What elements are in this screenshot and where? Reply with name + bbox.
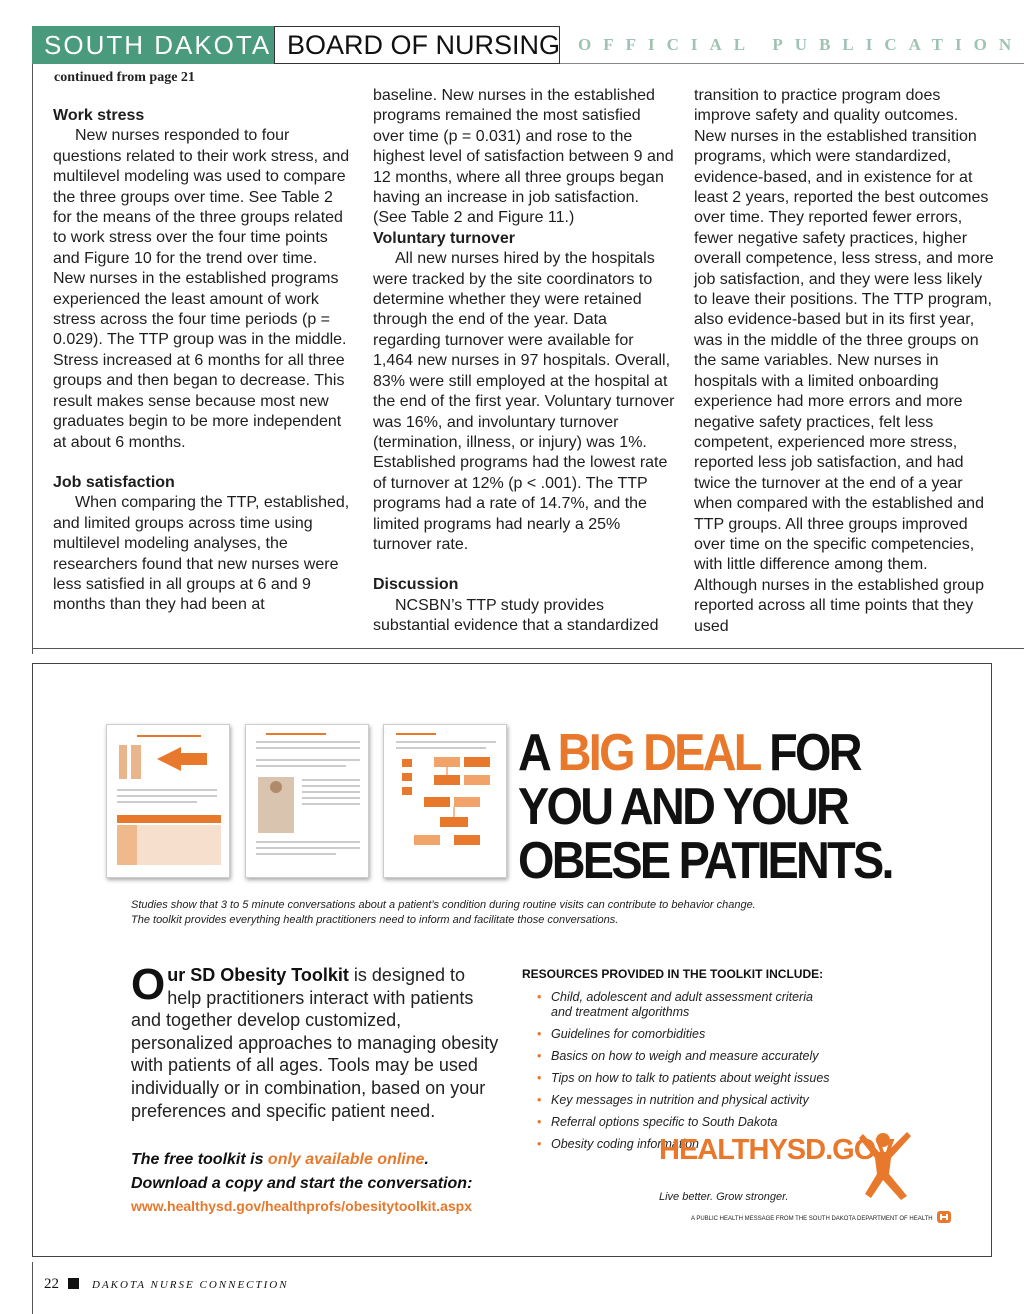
toolkit-url-link[interactable]: www.healthysd.gov/healthprofs/obesitytoolkit.aspx: [131, 1198, 472, 1214]
magazine-title: DAKOTA NURSE CONNECTION: [92, 1279, 289, 1291]
paragraph: New nurses responded to four questions related to their work stress, and multilevel modeling was used to compare the three groups over time. See Table 2 for the means of the three groups related to work stress over the four time points and Figure 10 for the trend over time. New nurses in the established programs experienced the least amount of work stress across the four time periods (p = 0.029). The TTP group was in the middle. Stress increased at 6 months for all three groups and then began to decrease. This result makes sense because most new graduates begin to be more independent at about 6 months.: [53, 127, 350, 451]
list-item: • Guidelines for comorbidities: [537, 1027, 706, 1041]
ad-call-to-action: The free toolkit is only available online. Download a copy and start the conversation:: [131, 1151, 473, 1192]
advertisement: [32, 663, 992, 1257]
masthead: [32, 24, 1024, 64]
drop-cap: O: [131, 960, 166, 1009]
state-label: SOUTH DAKOTA: [32, 26, 274, 64]
psa-note: A PUBLIC HEALTH MESSAGE FROM THE SOUTH DAKOTA DEPARTMENT OF HEALTH: [691, 1211, 951, 1223]
heading-job-satisfaction: Job satisfaction: [53, 473, 175, 491]
toolkit-page-thumbnail: [106, 724, 230, 878]
page-footer: [44, 1276, 289, 1293]
list-item: • Basics on how to weigh and measure accurately: [537, 1049, 819, 1063]
square-bullet-icon: [68, 1278, 79, 1289]
ad-headline: A BIG DEAL FOR YOU AND YOUR OBESE PATIENTS.: [518, 724, 892, 890]
paragraph: baseline. New nurses in the established programs remained the most satisfied over time (p = 0.031) and rose to the highest level of satisfaction between 9 and 12 months, where all three groups began having an increase in job satisfaction. (See Table 2 and Figure 11.): [373, 87, 674, 227]
paragraph: NCSBN’s TTP study provides substantial evidence that a standardized: [373, 596, 659, 635]
headline-highlight: BIG DEAL: [557, 724, 759, 782]
toolkit-page-thumbnail: [383, 724, 507, 878]
paragraph: When comparing the TTP, established, and limited groups across time using multilevel modeling analyses, the researchers found that new nurses were less satisfied in all groups at 6 and 9 months than they had been at: [53, 494, 350, 614]
section-rule: [32, 648, 1024, 649]
list-item: • Tips on how to talk to patients about weight issues: [537, 1071, 830, 1085]
board-label: BOARD OF NURSING: [274, 26, 560, 64]
official-publication-label: OFFICIAL PUBLICATION: [560, 26, 1024, 64]
paragraph: All new nurses hired by the hospitals were tracked by the site coordinators to determine whether they were retained through the end of the year. Data regarding turnover were available for 1,464 new nurses in 97 hospitals. Overall, 83% were still employed at the hospital at the end of the first year. Voluntary turnover was 16%, and involuntary turnover (termination, illness, or injury) was 1%. Established programs had the lowest rate of turnover at 12% (p < .001). The TTP programs had a rate of 14.7%, and the limited programs had nearly a 25% turnover rate.: [373, 250, 675, 553]
heading-voluntary-turnover: Voluntary turnover: [373, 229, 515, 247]
list-item: • Referral options specific to South Dakota: [537, 1115, 778, 1129]
healthysd-logo: HEALTHYSD.GOV: [659, 1134, 894, 1166]
left-rule: [32, 1262, 33, 1314]
ad-subtext: Studies show that 3 to 5 minute conversations about a patient’s condition during routine visits can contribute to behavior change. The toolkit provides everything health practitioners need to inform and facilitate those conversations.: [131, 899, 756, 926]
left-rule: [32, 64, 33, 654]
page-number: 22: [44, 1276, 59, 1292]
paragraph: transition to practice program does improve safety and quality outcomes. New nurses in the established transition programs, which were standardized, evidence-based, and in existence for at least 2 years, reported the best outcomes over time. They reported fewer errors, fewer negative safety practices, higher overall competence, less stress, and more job satisfaction, and they were less likely to leave their positions. The TTP program, also evidence-based but in its first year, was in the middle of the three groups on the same variables. New nurses in hospitals with a limited onboarding experience had more errors and more negative safety practices, felt less competent, experienced more stress, reported less job satisfaction, and had twice the turnover at the end of a year when compared with the established and TTP groups. All three groups improved over time on the specific competencies, with little difference among them. Although nurses in the established group reported across all time points that they used: [694, 87, 994, 635]
logo-tagline: Live better. Grow stronger.: [659, 1191, 789, 1203]
health-department-logo-icon: [937, 1211, 951, 1223]
article-column-1: [53, 106, 353, 616]
toolkit-page-thumbnail: [245, 724, 369, 878]
article-column-3: [694, 86, 994, 637]
ad-body-text: Our SD Obesity Toolkit is designed to help practitioners interact with patients and together develop customized, personalized approaches to managing obesity with patients of all ages. Tools may be used individually or in combination, based on your preferences and specific patient need.: [131, 960, 499, 1121]
list-item: • Obesity coding information: [537, 1137, 699, 1151]
heading-work-stress: Work stress: [53, 107, 145, 124]
list-item: • Key messages in nutrition and physical activity: [537, 1093, 809, 1107]
resources-heading: RESOURCES PROVIDED IN THE TOOLKIT INCLUDE:: [522, 967, 824, 981]
list-item: • Child, adolescent and adult assessment criteria and treatment algorithms: [537, 990, 813, 1019]
article-column-2: [373, 86, 675, 637]
continued-note: continued from page 21: [54, 70, 195, 85]
heading-discussion: Discussion: [373, 576, 459, 594]
